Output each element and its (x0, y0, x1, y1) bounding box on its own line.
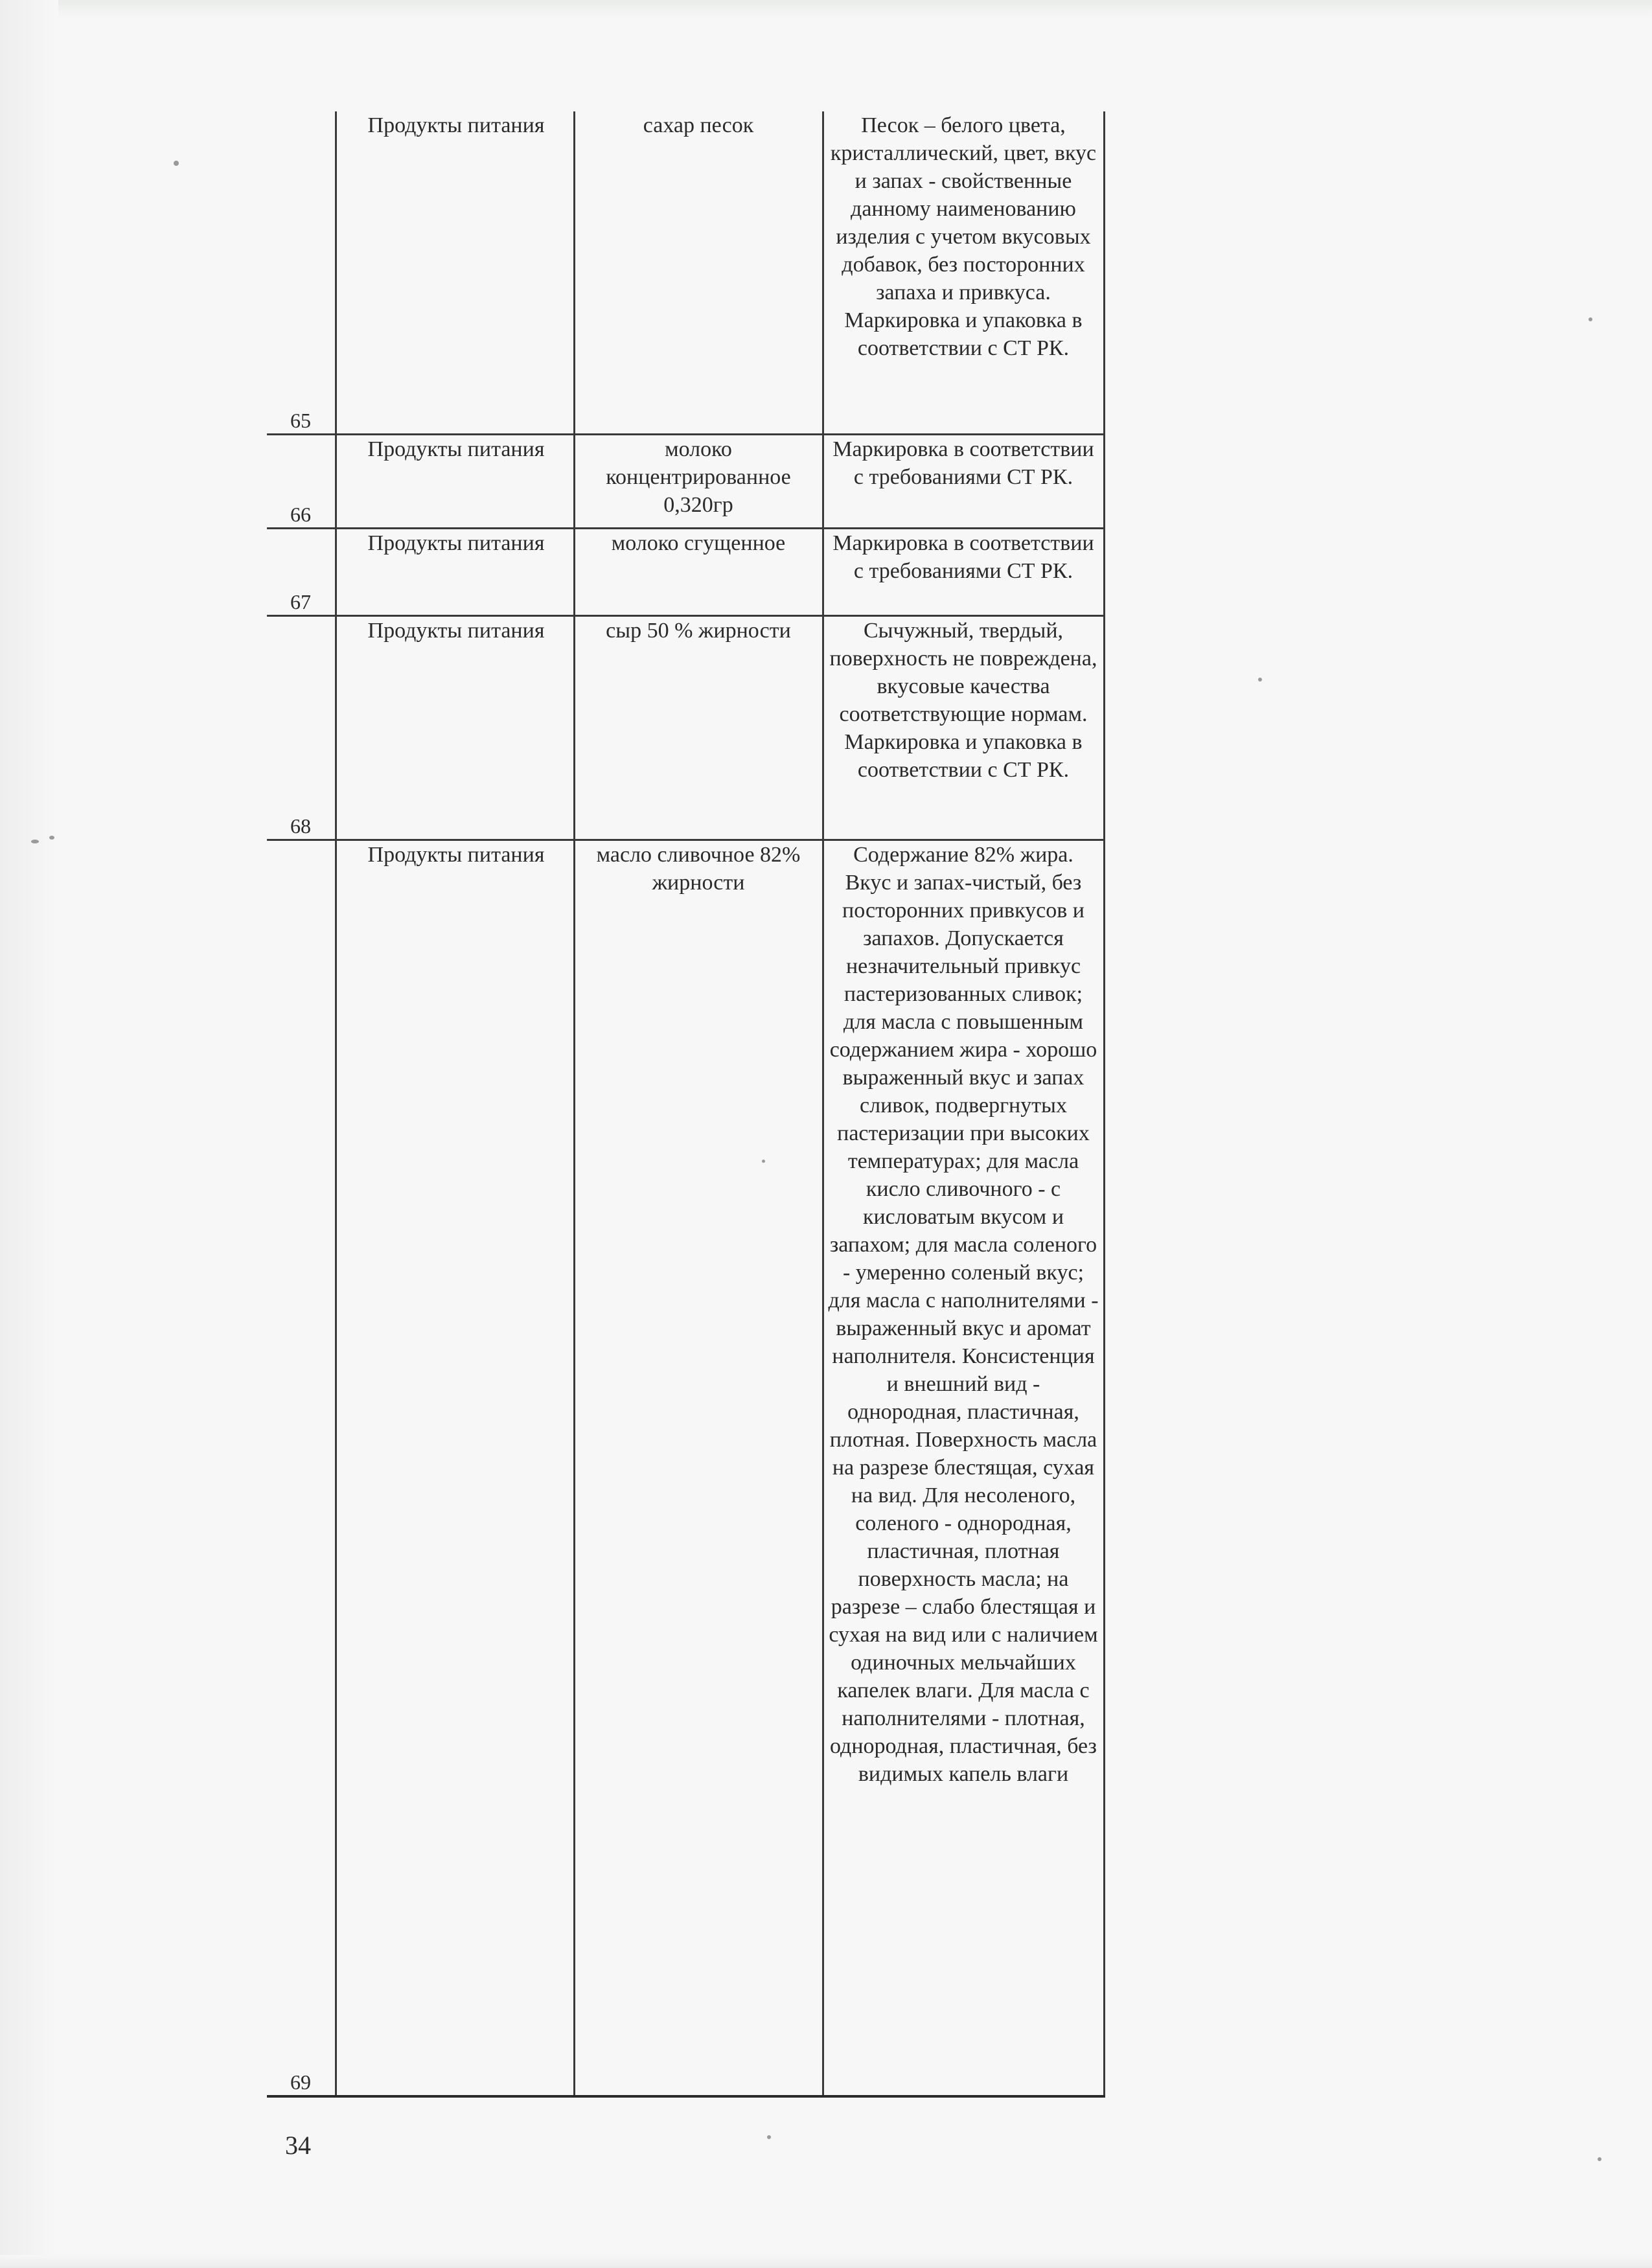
category-cell: Продукты питания (336, 111, 574, 434)
scan-speck (767, 2135, 771, 2139)
category-cell: Продукты питания (336, 840, 574, 2096)
product-cell: молоко концентрированное 0,320гр (574, 434, 823, 528)
row-number: 68 (267, 615, 336, 840)
table-row (267, 111, 1104, 434)
scan-speck (1598, 2157, 1601, 2161)
scan-speck (174, 161, 179, 166)
scan-left-edge (0, 0, 58, 2268)
table-row (267, 434, 1104, 528)
category-cell: Продукты питания (336, 528, 574, 615)
scan-bottom-edge (0, 2255, 1652, 2268)
table-row (267, 528, 1104, 615)
category-cell: Продукты питания (336, 434, 574, 528)
table-row (267, 840, 1104, 2096)
product-cell: молоко сгущенное (574, 528, 823, 615)
product-cell: сахар песок (574, 111, 823, 434)
description-cell: Сычужный, твердый, поверхность не повреждена, вкусовые качества соответствующие нормам. Маркировка и упаковка в соответствии с СТ РК. (823, 615, 1104, 840)
scan-speck (1589, 317, 1592, 321)
scan-speck (31, 840, 39, 843)
description-cell: Маркировка в соответствии с требованиями СТ РК. (823, 528, 1104, 615)
scan-speck (762, 1160, 765, 1163)
row-number: 69 (267, 840, 336, 2096)
scan-speck (49, 836, 54, 840)
description-cell: Содержание 82% жира. Вкус и запах-чистый, без посторонних привкусов и запахов. Допускается незначительный привкус пастеризованных сливок; для масла с повышенным содержанием жира - хорошо выраженный вкус и запах сливок, подвергнутых пастеризации при высоких температурах; для масла кисло сливочного - с кисловатым вкусом и запахом; для масла соленого - умеренно соленый вкус; для масла с наполнителями - выраженный вкус и аромат наполнителя. Консистенция и внешний вид - однородная, пластичная, плотная. Поверхность масла на разрезе блестящая, сухая на вид. Для несоленого, соленого - однородная, пластичная, плотная поверхность масла; на разрезе – слабо блестящая и сухая на вид или с наличием одиночных мельчайших капелек влаги. Для масла с наполнителями - плотная, однородная, пластичная, без видимых капель влаги (823, 840, 1104, 2096)
page-number: 34 (285, 2131, 311, 2160)
category-cell: Продукты питания (336, 615, 574, 840)
row-number: 65 (267, 111, 336, 434)
scan-speck (1258, 678, 1262, 682)
product-specification-table (267, 111, 1105, 2098)
table-row (267, 615, 1104, 840)
product-cell: сыр 50 % жирности (574, 615, 823, 840)
description-cell: Маркировка в соответствии с требованиями СТ РК. (823, 434, 1104, 528)
scan-top-edge (0, 0, 1652, 18)
product-cell: масло сливочное 82% жирности (574, 840, 823, 2096)
description-cell: Песок – белого цвета, кристаллический, цвет, вкус и запах - свойственные данному наименованию изделия с учетом вкусовых добавок, без посторонних запаха и привкуса. Маркировка и упаковка в соответствии с СТ РК. (823, 111, 1104, 434)
row-number: 67 (267, 528, 336, 615)
row-number: 66 (267, 434, 336, 528)
